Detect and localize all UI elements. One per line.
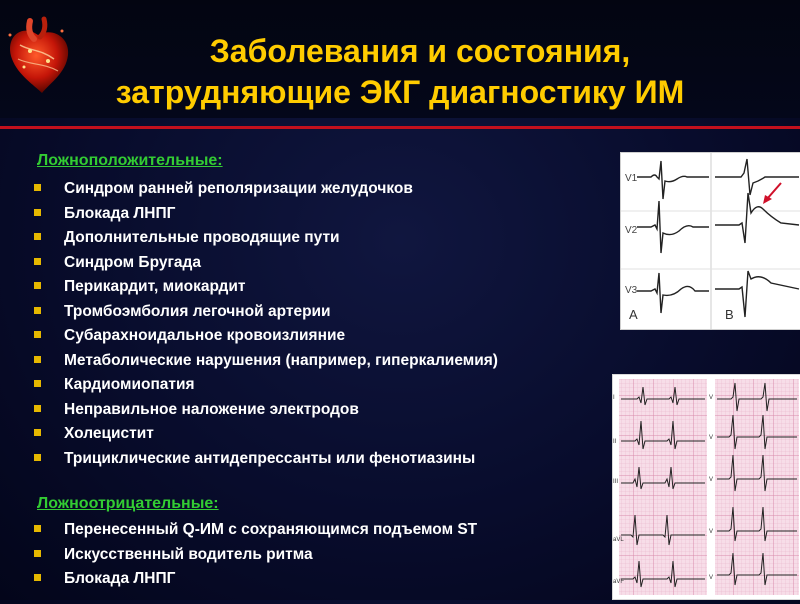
- lead-label-iii: III: [613, 479, 619, 485]
- square-bullet-icon: [34, 184, 41, 191]
- square-bullet-icon: [34, 209, 41, 216]
- ecg-limb-leads-image: [612, 374, 800, 600]
- square-bullet-icon: [34, 525, 41, 532]
- square-bullet-icon: [34, 380, 41, 387]
- square-bullet-icon: [34, 307, 41, 314]
- lead-label-v3: V3: [625, 285, 638, 296]
- square-bullet-icon: [34, 356, 41, 363]
- lead-label-v-1: V: [709, 395, 714, 401]
- lead-label-v-4: V: [709, 529, 714, 535]
- lead-label-avf: aVF: [613, 579, 625, 585]
- lead-label-v-2: V: [709, 435, 714, 441]
- title-divider: [0, 126, 800, 129]
- square-bullet-icon: [34, 574, 41, 581]
- lead-label-v-5: V: [709, 575, 714, 581]
- lead-label-v2: V2: [625, 225, 638, 236]
- square-bullet-icon: [34, 429, 41, 436]
- ecg-precordial-svg: [621, 153, 800, 329]
- ecg-limb-leads-svg: [613, 375, 800, 599]
- square-bullet-icon: [34, 331, 41, 338]
- square-bullet-icon: [34, 233, 41, 240]
- false-negative-heading: Ложноотрицательные:: [37, 495, 219, 512]
- lead-label-v-3: V: [709, 477, 714, 483]
- lead-label-avl: aVL: [613, 537, 624, 543]
- slide-title-line2: затрудняющие ЭКГ диагностику ИМ: [115, 74, 685, 110]
- lead-label-ii: II: [613, 439, 617, 445]
- square-bullet-icon: [34, 405, 41, 412]
- square-bullet-icon: [34, 258, 41, 265]
- false-positive-heading: Ложноположительные:: [37, 152, 223, 169]
- panel-label-a: A: [629, 307, 638, 322]
- ecg-precordial-image: [620, 152, 800, 330]
- square-bullet-icon: [34, 550, 41, 557]
- lead-label-v1: V1: [625, 173, 638, 184]
- square-bullet-icon: [34, 454, 41, 461]
- slide-title-line1: Заболевания и состояния,: [209, 33, 631, 69]
- panel-label-b: B: [725, 307, 734, 322]
- square-bullet-icon: [34, 282, 41, 289]
- lead-label-i: I: [613, 395, 615, 401]
